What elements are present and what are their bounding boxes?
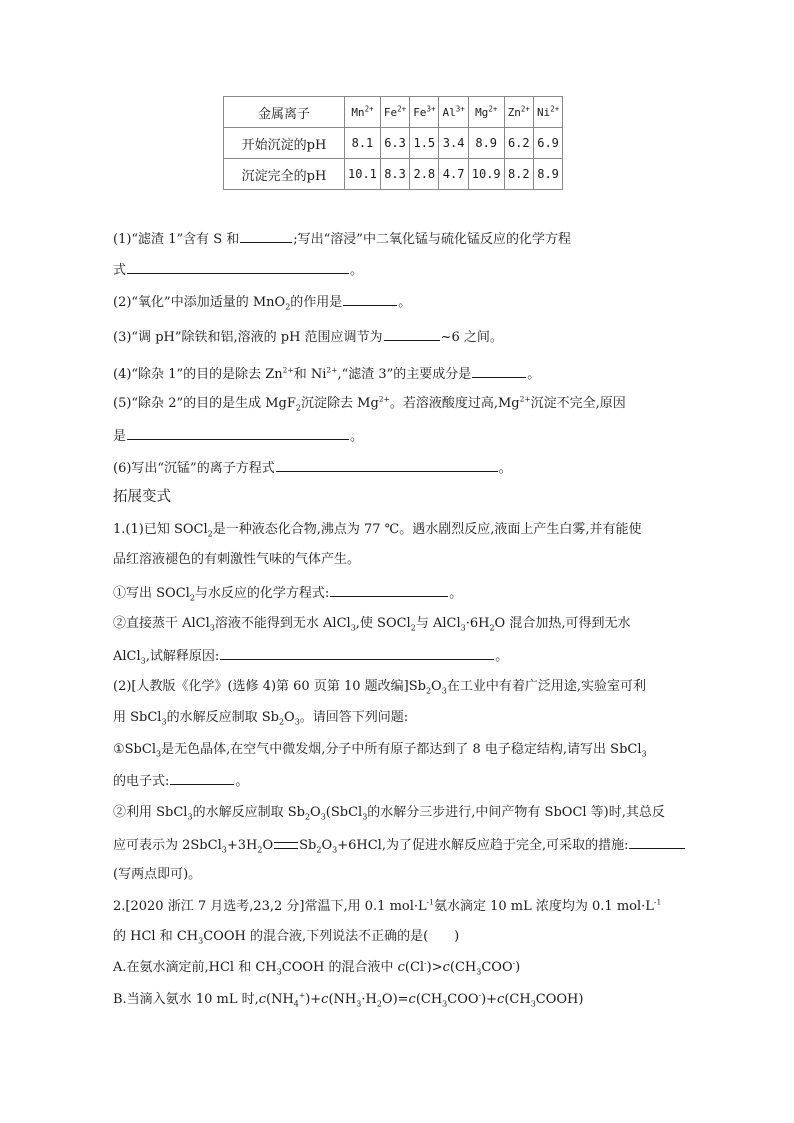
row-label: 沉淀完全的pH bbox=[224, 159, 345, 190]
answer-blank[interactable] bbox=[127, 425, 349, 440]
exercise-1-line-2: 品红溶液褪色的有刺激性气味的气体产生。 bbox=[113, 552, 361, 567]
answer-blank[interactable] bbox=[220, 645, 494, 660]
table-cell: 10.1 bbox=[345, 159, 381, 190]
ion-ni: $Ni^{2+}$ bbox=[533, 97, 562, 128]
table-cell: 8.9 bbox=[468, 128, 504, 159]
exercise-1-q2-part-2-line-3: (写两点即可)。 bbox=[113, 867, 202, 882]
table-cell: 6.9 bbox=[533, 128, 562, 159]
table-cell: 1.5 bbox=[410, 128, 439, 159]
exercise-1-part-2-line-2: AlCl$_3$,试解释原因: 。 bbox=[113, 645, 508, 667]
question-1-line-1: (1)“滤渣 1”含有 S 和 ;写出“溶浸”中二氧化锰与硫化锰反应的化学方程 bbox=[113, 228, 571, 250]
ion-fe3: $Fe^{3+}$ bbox=[410, 97, 439, 128]
metal-ion-ph-table bbox=[223, 96, 563, 190]
exercise-1-q2-part-1-line-2: 的电子式: 。 bbox=[113, 770, 248, 792]
answer-blank[interactable] bbox=[170, 770, 234, 785]
table-header-row bbox=[224, 97, 563, 128]
table-cell: 8.9 bbox=[533, 159, 562, 190]
question-6: (6)写出“沉锰”的离子方程式 。 bbox=[113, 457, 512, 479]
ion-fe2: $Fe^{2+}$ bbox=[380, 97, 409, 128]
option-a: A.在氨水滴定前,HCl 和 $CH_3COOH$ 的混合液中 $c(Cl^-)>c(CH_3COO^-)$ bbox=[113, 958, 521, 977]
answer-blank[interactable] bbox=[343, 291, 397, 306]
table-cell: 4.7 bbox=[439, 159, 468, 190]
exercise-1-part-1: ①写出 SOCl$_2$与水反应的化学方程式: 。 bbox=[113, 582, 462, 604]
exercise-1-q2-line-2: 用 SbCl$_3$的水解反应制取 $Sb_2O_3$。请回答下列问题: bbox=[113, 710, 409, 727]
ion-mg: $Mg^{2+}$ bbox=[468, 97, 504, 128]
table-header-label: 金属离子 bbox=[224, 97, 345, 128]
question-5-line-2: 是 。 bbox=[113, 425, 363, 447]
table-cell: 2.8 bbox=[410, 159, 439, 190]
ion-zn: $Zn^{2+}$ bbox=[504, 97, 533, 128]
exercise-1-q2-part-2-line-2: 应可表示为 $2SbCl_3+3H_2O$ $Sb_2O_3+6HCl$,为了促进水解反应趋于完全,可采取的措施: bbox=[113, 834, 686, 856]
exercise-1-line-1: 1.(1)已知 SOCl$_2$是一种液态化合物,沸点为 77 ℃。遇水剧烈反应,液面上产生白雾,并有能使 bbox=[113, 522, 642, 539]
ion-al: $Al^{3+}$ bbox=[439, 97, 468, 128]
exercise-2-line-2: 的 HCl 和 $CH_3COOH$ 的混合液,下列说法不正确的是( ) bbox=[113, 929, 460, 946]
equilibrium-equals-sign bbox=[274, 842, 298, 849]
table-cell: 10.9 bbox=[468, 159, 504, 190]
question-5-line-1: (5)“除杂 2”的目的是生成 MgF$_2$沉淀除去 $Mg^{2+}$。若溶液酸度过高$,Mg^{2+}$沉淀不完全,原因 bbox=[113, 394, 626, 413]
exercise-1-q2-part-2-line-1: ②利用 SbCl$_3$的水解反应制取 $Sb_2O_3(SbCl_3$的水解分三步进行,中间产物有 SbOCl 等)时,其总反 bbox=[113, 805, 665, 822]
table-cell: 6.2 bbox=[504, 128, 533, 159]
option-b: B.当滴入氨水 10 mL 时$,c(NH_4^+)+c(NH_3\cdot H_2O)=c(CH_3COO^-)+c(CH_3COOH)$ bbox=[113, 990, 584, 1009]
exercise-1-part-2-line-1: ②直接蒸干 AlCl$_3$溶液不能得到无水 AlCl$_3$,使 SOCl$_2$与 $AlCl_3\cdot 6H_2O$ 混合加热,可得到无水 bbox=[113, 616, 631, 633]
question-1-line-2: 式 。 bbox=[113, 259, 363, 281]
table-cell: 8.2 bbox=[504, 159, 533, 190]
answer-blank[interactable] bbox=[629, 834, 685, 849]
answer-blank[interactable] bbox=[276, 457, 498, 472]
question-2: (2)“氧化”中添加适量的 MnO$_2$的作用是 。 bbox=[113, 291, 411, 313]
exercise-1-q2-line-1: (2)[人教版《化学》(选修 4)第 60 页第 10 题改编]$Sb_2O_3$在工业中有着广泛用途,实验室可利 bbox=[113, 679, 646, 696]
question-3: (3)“调 pH”除铁和铝,溶液的 pH 范围应调节为 ~6 之间。 bbox=[113, 326, 503, 348]
table-cell: 3.4 bbox=[439, 128, 468, 159]
answer-blank[interactable] bbox=[384, 326, 440, 341]
table-cell: 6.3 bbox=[380, 128, 409, 159]
answer-blank[interactable] bbox=[330, 582, 448, 597]
table-row bbox=[224, 159, 563, 190]
table-row bbox=[224, 128, 563, 159]
answer-blank[interactable] bbox=[240, 228, 292, 243]
question-4: (4)“除杂 1”的目的是除去 $Zn^{2+}$和 $Ni^{2+},“$滤渣 3”的主要成分是 。 bbox=[113, 363, 540, 385]
exercise-2-line-1: 2.[2020 浙江 7 月选考,23,2 分]常温下,用 0.1 $mol\cdot L^{-1}$氨水滴定 10 mL 浓度均为 0.1 $mol\cdot L^{-1}$ bbox=[113, 897, 662, 914]
section-title: 拓展变式 bbox=[113, 489, 171, 505]
ion-mn: $Mn^{2+}$ bbox=[345, 97, 381, 128]
table-cell: 8.3 bbox=[380, 159, 409, 190]
row-label: 开始沉淀的pH bbox=[224, 128, 345, 159]
answer-blank[interactable] bbox=[127, 259, 349, 274]
exercise-1-q2-part-1-line-1: ①SbCl$_3$是无色晶体,在空气中微发烟,分子中所有原子都达到了 8 电子稳定结构,请写出 SbCl$_3$ bbox=[113, 742, 647, 759]
table-cell: 8.1 bbox=[345, 128, 381, 159]
answer-blank[interactable] bbox=[472, 363, 526, 378]
